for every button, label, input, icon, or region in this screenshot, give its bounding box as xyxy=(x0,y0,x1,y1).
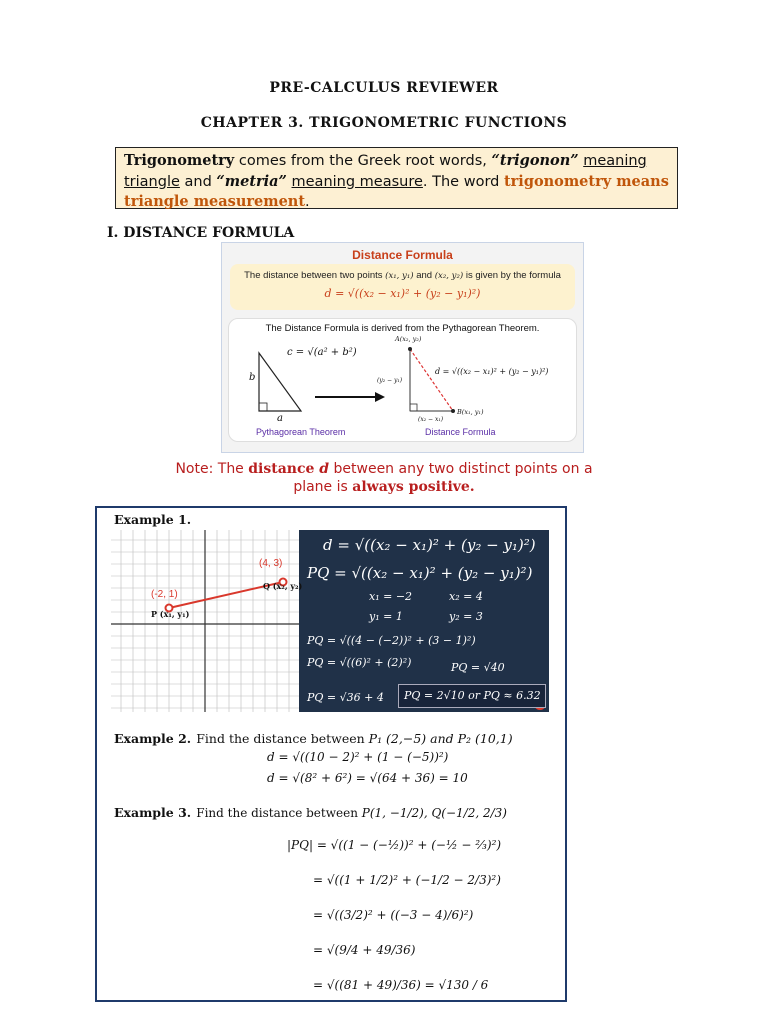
sentence-and: and xyxy=(413,270,435,281)
intro-meaning-measure: meaning measure xyxy=(291,173,423,190)
example-2-p1: P₁ (2,−5) xyxy=(368,731,427,746)
arrow-icon xyxy=(375,392,385,402)
chapter-title: CHAPTER 3. TRIGONOMETRIC FUNCTIONS xyxy=(200,115,568,131)
point-b-label: B(x₁, y₁) xyxy=(457,408,484,416)
formula-sentence xyxy=(232,270,573,281)
note-d: d xyxy=(319,461,330,477)
example-2-label: Example 2. xyxy=(114,731,192,746)
point-q-coords: (4, 3) xyxy=(259,558,283,569)
intro-metria: “metria” xyxy=(216,172,287,190)
hypotenuse-dashed xyxy=(410,349,453,411)
intro-text-4: . The word xyxy=(422,173,504,190)
point-b-dot xyxy=(451,409,455,413)
d-formula-label: d = √((x₂ − x₁)² + (y₂ − y₁)²) xyxy=(435,367,549,376)
document-title: PRE-CALCULUS REVIEWER xyxy=(269,80,499,96)
intro-meaning-triangle: meaning triangle xyxy=(124,153,647,190)
dy-label: (y₂ − y₁) xyxy=(377,377,403,384)
ex1-step-4: PQ = √36 + 4 xyxy=(307,691,384,704)
example-3-line-5: = √((81 + 49)/36) = √130 / 6 xyxy=(313,978,489,992)
example-3-line-4: = √(9/4 + 49/36) xyxy=(313,943,416,957)
sentence-b: is given by the formula xyxy=(463,270,561,281)
note-prefix: Note: The xyxy=(175,461,249,477)
point-1: (x₁, y₁) xyxy=(385,271,414,281)
intro-text-5: . xyxy=(305,194,310,210)
note-line-2 xyxy=(0,478,768,496)
example-2-line-2: d = √(8² + 6²) = √(64 + 36) = 10 xyxy=(267,771,468,785)
hypotenuse-label: c = √(a² + b²) xyxy=(287,347,357,358)
ex1-step-2: PQ = √((6)² + (2)²) xyxy=(307,656,412,669)
section-heading: I. DISTANCE FORMULA xyxy=(107,225,295,241)
intro-word: Trigonometry xyxy=(124,152,235,169)
point-a-label: A(x₂, y₂) xyxy=(395,335,422,343)
example-1-board xyxy=(111,530,549,712)
example-3-line-2: = √((1 + 1/2)² + (−1/2 − 2/3)²) xyxy=(313,873,501,887)
example-3-line-3: = √((3/2)² + ((−3 − 4)/6)²) xyxy=(313,908,474,922)
note-always-positive: always positive. xyxy=(352,479,475,495)
note xyxy=(0,460,768,496)
example-3-label: Example 3. xyxy=(114,805,192,820)
dx-label: (x₂ − x₁) xyxy=(418,416,444,423)
derived-caption: The Distance Formula is derived from the Pythagorean Theorem. xyxy=(265,323,540,334)
example-2-header xyxy=(114,728,513,747)
example-3-prompt: Find the distance between xyxy=(196,806,362,820)
formula-panel xyxy=(230,264,575,310)
sentence-a: The distance between two points xyxy=(244,270,386,281)
note-middle: between any two distinct points on a xyxy=(329,461,593,477)
example-3-points: P(1, −1/2), Q(−1/2, 2/3) xyxy=(361,806,507,820)
pythagorean-triangle xyxy=(259,353,301,411)
definition-box xyxy=(115,147,678,209)
example-3-header xyxy=(114,802,507,821)
point-q-label: Q (x₂, y₂) xyxy=(263,581,303,591)
derivation-panel xyxy=(228,318,577,442)
ex1-step-1: PQ = √((4 − (−2))² + (3 − 1)²) xyxy=(307,634,476,647)
ex1-y1: y₁ = 1 xyxy=(369,610,403,623)
example-2-line-1: d = √((10 − 2)² + (1 − (−5))²) xyxy=(267,750,449,764)
ex1-y2: y₂ = 3 xyxy=(449,610,483,623)
example-1-label: Example 1. xyxy=(114,512,192,527)
intro-trigonon: “trigonon” xyxy=(491,152,579,169)
ex1-step-3: PQ = √40 xyxy=(451,661,505,674)
intro-text-2: and xyxy=(179,173,217,190)
note-line2-text: plane is xyxy=(293,479,353,495)
ex1-formula-d: d = √((x₂ − x₁)² + (y₂ − y₁)²) xyxy=(323,536,536,554)
ex1-answer: PQ = 2√10 or PQ ≈ 6.32 xyxy=(404,689,541,702)
card-title: Distance Formula xyxy=(352,248,453,262)
point-2: (x₂, y₂) xyxy=(434,271,464,281)
intro-highlight: trigonometry means triangle measurement xyxy=(124,172,669,210)
point-p-label: P (x₁, y₁) xyxy=(151,609,190,619)
example-2-p2: P₂ (10,1) xyxy=(457,731,513,746)
point-p-coords: (-2, 1) xyxy=(151,589,178,600)
side-a-label: a xyxy=(277,413,283,424)
distance-formula-card xyxy=(221,242,584,453)
example-2-prompt: Find the distance between xyxy=(196,731,369,746)
ex1-answer-box xyxy=(398,684,546,708)
ex1-formula-pq: PQ = √((x₂ − x₁)² + (y₂ − y₁)²) xyxy=(307,564,533,582)
main-formula: d = √((x₂ − x₁)² + (y₂ − y₁)²) xyxy=(324,287,481,300)
note-line-1 xyxy=(0,460,768,478)
ex1-x2: x₂ = 4 xyxy=(449,590,483,603)
example-3-line-1: |PQ| = √((1 − (−½))² + (−½ − ⅔)²) xyxy=(287,838,502,852)
note-distance: distance xyxy=(248,461,320,477)
examples-box xyxy=(95,506,567,1002)
right-angle-mark-2 xyxy=(410,404,417,411)
intro-text-1: comes from the Greek root words, xyxy=(234,153,492,169)
caption-pythagorean: Pythagorean Theorem xyxy=(256,427,346,437)
ex1-x1: x₁ = −2 xyxy=(369,590,413,603)
caption-distance: Distance Formula xyxy=(425,427,496,437)
side-b-label: b xyxy=(249,372,256,383)
point-a-dot xyxy=(408,347,412,351)
example-2-and: and xyxy=(426,731,458,746)
